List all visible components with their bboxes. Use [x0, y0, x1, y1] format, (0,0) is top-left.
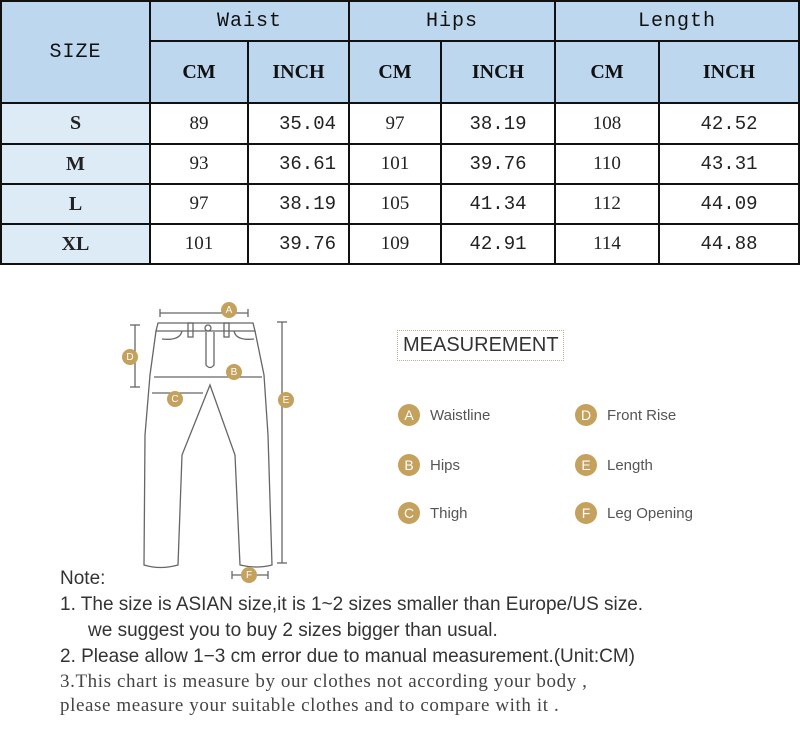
waist-inch-header: INCH [248, 41, 349, 103]
badge-a-icon: A [398, 404, 420, 426]
note-2: 2. Please allow 1−3 cm error due to manual measurement.(Unit:CM) [60, 646, 635, 667]
notes-section [60, 566, 800, 718]
measurement-title: MEASUREMENT [397, 330, 564, 361]
marker-b-badge: B [226, 364, 242, 380]
length-cm-header: CM [555, 41, 659, 103]
length-cm-cell: 114 [555, 224, 659, 264]
hips-cm-cell: 97 [349, 103, 441, 144]
length-inch-cell: 42.52 [659, 103, 799, 144]
legend-label: Front Rise [607, 406, 677, 424]
length-inch-cell: 44.09 [659, 184, 799, 224]
legend-item-hips [398, 454, 460, 476]
notes-heading: Note: [60, 568, 106, 589]
size-cell: XL [1, 224, 150, 264]
legend-label: Length [607, 456, 653, 474]
hips-inch-cell: 39.76 [441, 144, 555, 184]
waist-cm-header: CM [150, 41, 248, 103]
pants-outline-icon [110, 295, 320, 590]
table-row [1, 144, 799, 184]
length-cm-cell: 110 [555, 144, 659, 184]
waist-cm-cell: 89 [150, 103, 248, 144]
hips-inch-cell: 38.19 [441, 103, 555, 144]
legend-label: Thigh [430, 504, 468, 522]
waist-inch-cell: 36.61 [248, 144, 349, 184]
marker-d-badge: D [122, 349, 138, 365]
hips-cm-header: CM [349, 41, 441, 103]
legend-item-length [575, 454, 653, 476]
note-3: 3.This chart is measure by our clothes not according your body , [60, 671, 588, 692]
length-cm-cell: 112 [555, 184, 659, 224]
marker-c-badge: C [167, 391, 183, 407]
note-1-continued: we suggest you to buy 2 sizes bigger than usual. [88, 620, 498, 641]
waist-cm-cell: 101 [150, 224, 248, 264]
length-cm-cell: 108 [555, 103, 659, 144]
size-cell: S [1, 103, 150, 144]
hips-cm-cell: 105 [349, 184, 441, 224]
marker-e-badge: E [278, 392, 294, 408]
legend-label: Leg Opening [607, 504, 693, 522]
hips-cm-cell: 101 [349, 144, 441, 184]
size-chart-table [0, 0, 800, 265]
hips-inch-header: INCH [441, 41, 555, 103]
size-header: SIZE [1, 1, 150, 103]
badge-e-icon: E [575, 454, 597, 476]
length-inch-cell: 44.88 [659, 224, 799, 264]
badge-f-icon: F [575, 502, 597, 524]
badge-c-icon: C [398, 502, 420, 524]
hips-header: Hips [349, 1, 555, 41]
waist-cm-cell: 93 [150, 144, 248, 184]
waist-inch-cell: 39.76 [248, 224, 349, 264]
length-inch-header: INCH [659, 41, 799, 103]
pants-diagram [110, 295, 320, 590]
marker-f-badge: F [241, 567, 257, 583]
waist-inch-cell: 35.04 [248, 103, 349, 144]
legend-label: Hips [430, 456, 461, 474]
hips-inch-cell: 42.91 [441, 224, 555, 264]
note-3-continued: please measure your suitable clothes and to compare with it . [60, 695, 560, 716]
note-1: 1. The size is ASIAN size,it is 1~2 sizes smaller than Europe/US size. [60, 594, 644, 615]
length-header: Length [555, 1, 799, 41]
waist-header: Waist [150, 1, 349, 41]
legend-item-waistline [398, 404, 490, 426]
table-row [1, 224, 799, 264]
table-row [1, 184, 799, 224]
length-inch-cell: 43.31 [659, 144, 799, 184]
size-cell: M [1, 144, 150, 184]
table-row [1, 103, 799, 144]
legend-label: Waistline [430, 406, 491, 424]
legend-item-front-rise [575, 404, 676, 426]
badge-d-icon: D [575, 404, 597, 426]
hips-inch-cell: 41.34 [441, 184, 555, 224]
size-cell: L [1, 184, 150, 224]
legend-item-leg-opening [575, 502, 693, 524]
hips-cm-cell: 109 [349, 224, 441, 264]
waist-inch-cell: 38.19 [248, 184, 349, 224]
marker-a-badge: A [221, 302, 237, 318]
legend-item-thigh [398, 502, 468, 524]
waist-cm-cell: 97 [150, 184, 248, 224]
badge-b-icon: B [398, 454, 420, 476]
